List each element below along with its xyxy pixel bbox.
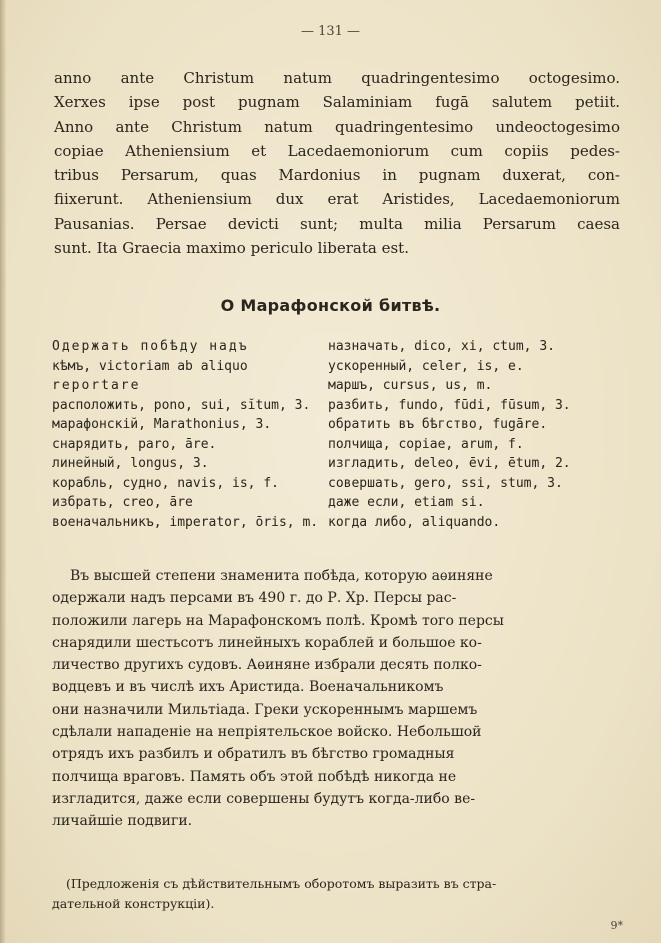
exercise-note [52, 874, 622, 914]
section-heading: О Марафонской битвѣ. [220, 296, 441, 315]
vocab-entry: военачальникъ, imperator, ōris, m. [52, 514, 319, 530]
russian-line: отрядъ ихъ разбилъ и обратилъ въ бѣгство громадныя [52, 746, 455, 763]
latin-line: fiixerunt. Atheniensium dux erat Aristides, Lacedaemoniorum [54, 190, 620, 209]
printer-signature-mark: 9* [610, 919, 623, 932]
russian-line: водцевъ и въ числѣ ихъ Аристида. Военачальникомъ [52, 679, 444, 696]
note-line: (Предложенія съ дѣйствительнымъ оборотомъ выразить въ стра- [66, 876, 497, 891]
latin-line: sunt. Ita Graecia maximo periculo liberata est. [54, 239, 409, 258]
russian-line: личайшіе подвиги. [52, 813, 193, 830]
vocab-entry: кѣмъ, victoriam ab aliquo [52, 358, 248, 374]
russian-line: одержали надъ персами въ 490 г. до Р. Хр. Персы рас- [52, 590, 457, 607]
russian-line: положили лагерь на Марафонскомъ полѣ. Кромѣ того персы [52, 612, 504, 629]
vocab-entry: полчища, copiae, arum, f. [328, 436, 524, 452]
vocab-entry: Одержать побѣду надъ [52, 339, 249, 354]
vocab-entry: марафонскій, Marathonius, 3. [52, 417, 272, 432]
latin-line: Anno ante Christum natum quadringentesimo undeoctogesimo [54, 117, 620, 136]
vocab-entry: маршъ, cursus, us, m. [328, 378, 493, 393]
vocabulary-column-left [52, 337, 322, 532]
vocab-entry: изгладить, deleo, ēvi, ētum, 2. [328, 456, 571, 471]
vocabulary-column-right [328, 337, 628, 532]
russian-paragraph [52, 565, 622, 833]
page-number: — 131 — [300, 24, 361, 39]
vocab-entry: когда либо, aliquando. [328, 514, 501, 530]
note-line: дательной конструкціи). [52, 896, 215, 911]
russian-line: изгладится, даже если совершены будутъ когда-либо ве- [52, 790, 476, 807]
vocab-entry: reportare [52, 378, 141, 393]
vocab-entry: снарядить, paro, āre. [52, 436, 217, 452]
vocab-entry: линейный, longus, 3. [52, 456, 209, 471]
latin-line: Pausanias. Persae devicti sunt; multa milia Persarum caesa [54, 214, 620, 233]
vocab-entry: назначать, dico, xi, ctum, 3. [328, 339, 555, 354]
russian-line: Въ высшей степени знаменита побѣда, которую аѳиняне [70, 568, 493, 584]
russian-line: личество другихъ судовъ. Аѳиняне избрали десять полко- [52, 657, 482, 674]
vocab-entry: расположить, pono, sui, sĭtum, 3. [52, 397, 311, 413]
russian-line: они назначили Мильтіада. Греки ускореннымъ маршемъ [52, 701, 478, 718]
vocab-entry: избрать, creo, āre [52, 495, 193, 510]
latin-line: copiae Atheniensium et Lacedaemoniorum cum copiis pedes- [54, 141, 620, 160]
vocab-entry: разбить, fundo, fūdi, fūsum, 3. [328, 397, 571, 413]
latin-line: Xerxes ipse post pugnam Salaminiam fugā salutem petiit. [54, 93, 620, 112]
latin-paragraph [54, 66, 620, 260]
russian-line: полчища враговъ. Память объ этой побѣдѣ никогда не [52, 768, 457, 785]
russian-line: сдѣлали нападеніе на непріятельское войско. Небольшой [52, 724, 482, 741]
book-spine-shadow [0, 0, 6, 943]
vocab-entry: корабль, судно, navis, is, f. [52, 475, 279, 491]
latin-line: anno ante Christum natum quadringentesimo octogesimo. [54, 69, 620, 87]
vocab-entry: ускоренный, celer, is, e. [328, 358, 524, 374]
vocab-entry: обратить въ бѣгство, fugāre. [328, 417, 548, 432]
latin-line: tribus Persarum, quas Mardonius in pugnam duxerat, con- [54, 166, 620, 185]
vocab-entry: даже если, etiam si. [328, 495, 485, 510]
vocab-entry: совершать, gero, ssi, stum, 3. [328, 475, 563, 491]
russian-line: снарядили шестьсотъ линейныхъ кораблей и большое ко- [52, 634, 482, 651]
